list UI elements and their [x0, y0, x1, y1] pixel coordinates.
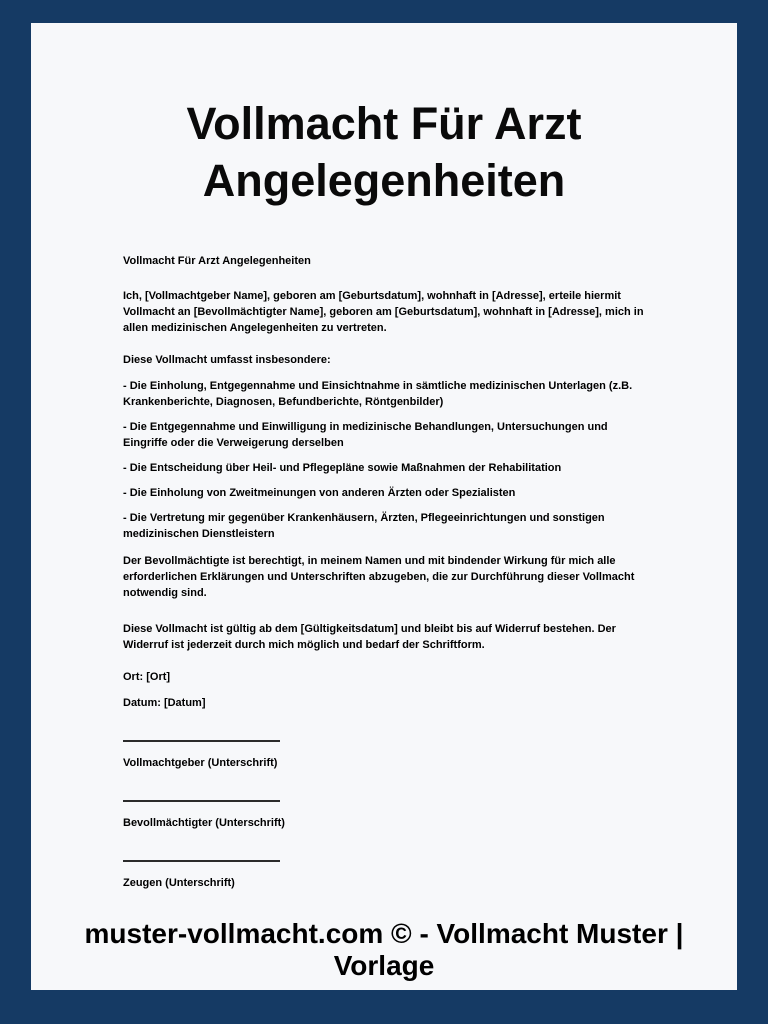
footer-credit: muster-vollmacht.com © - Vollmacht Muster | Vorlage — [84, 918, 684, 981]
bullet-item-3: - Die Entscheidung über Heil- und Pflegepläne sowie Maßnahmen der Rehabilitation — [123, 462, 562, 474]
validity-paragraph: Diese Vollmacht ist gültig ab dem [Gültigkeitsdatum] und bleibt bis auf Widerruf bestehen. Der Widerruf ist jederzeit durch mich möglich und bedarf der Schriftform. — [123, 623, 616, 651]
intro-paragraph: Ich, [Vollmachtgeber Name], geboren am [Geburtsdatum], wohnhaft in [Adresse], erteile hiermit Vollmacht an [Bevollmächtigter Name], geboren am [Geburtsdatum], wohnhaft in [Adresse], mich in allen medizinischen Angelegenheiten zu vertreten. — [123, 290, 644, 334]
document-title — [123, 95, 645, 209]
bullet-item-4: - Die Einholung von Zweitmeinungen von anderen Ärzten oder Spezialisten — [123, 487, 516, 499]
bullet-item-5: - Die Vertretung mir gegenüber Krankenhäusern, Ärzten, Pflegeeinrichtungen und sonstigen medizinischen Dienstleistern — [123, 512, 605, 540]
authorization-paragraph: Der Bevollmächtigte ist berechtigt, in meinem Namen und mit bindender Wirkung für mich alle erforderlichen Erklärungen und Unterschriften abzugeben, die zur Durchführung dieser Vollmacht notwendig sind. — [123, 555, 635, 599]
signature-block-principal — [123, 740, 645, 771]
signature-block-attorney — [123, 800, 645, 831]
signature-label-witness: Zeugen (Unterschrift) — [123, 877, 235, 889]
place-line: Ort: [Ort] — [123, 671, 171, 683]
signature-label-principal: Vollmachtgeber (Unterschrift) — [123, 757, 278, 769]
signature-line — [123, 800, 280, 802]
signature-label-attorney: Bevollmächtigter (Unterschrift) — [123, 817, 285, 829]
bullet-item-2: - Die Entgegennahme und Einwilligung in medizinische Behandlungen, Untersuchungen und Eingriffe oder die Verweigerung derselben — [123, 421, 608, 449]
signature-line — [123, 860, 280, 862]
scope-intro-paragraph: Diese Vollmacht umfasst insbesondere: — [123, 354, 331, 366]
signature-line — [123, 740, 280, 742]
document-page — [31, 23, 737, 990]
bullet-item-1: - Die Einholung, Entgegennahme und Einsichtnahme in sämtliche medizinischen Unterlagen (z.B. Krankenberichte, Diagnosen, Befundberichte, Röntgenbilder) — [123, 380, 633, 408]
signature-block-witness — [123, 860, 645, 891]
document-title-line2: Angelegenheiten — [202, 155, 566, 206]
date-line: Datum: [Datum] — [123, 697, 206, 709]
document-content — [31, 95, 737, 891]
document-subheading: Vollmacht Für Arzt Angelegenheiten — [123, 255, 311, 267]
document-title-line1: Vollmacht Für Arzt — [186, 98, 582, 149]
